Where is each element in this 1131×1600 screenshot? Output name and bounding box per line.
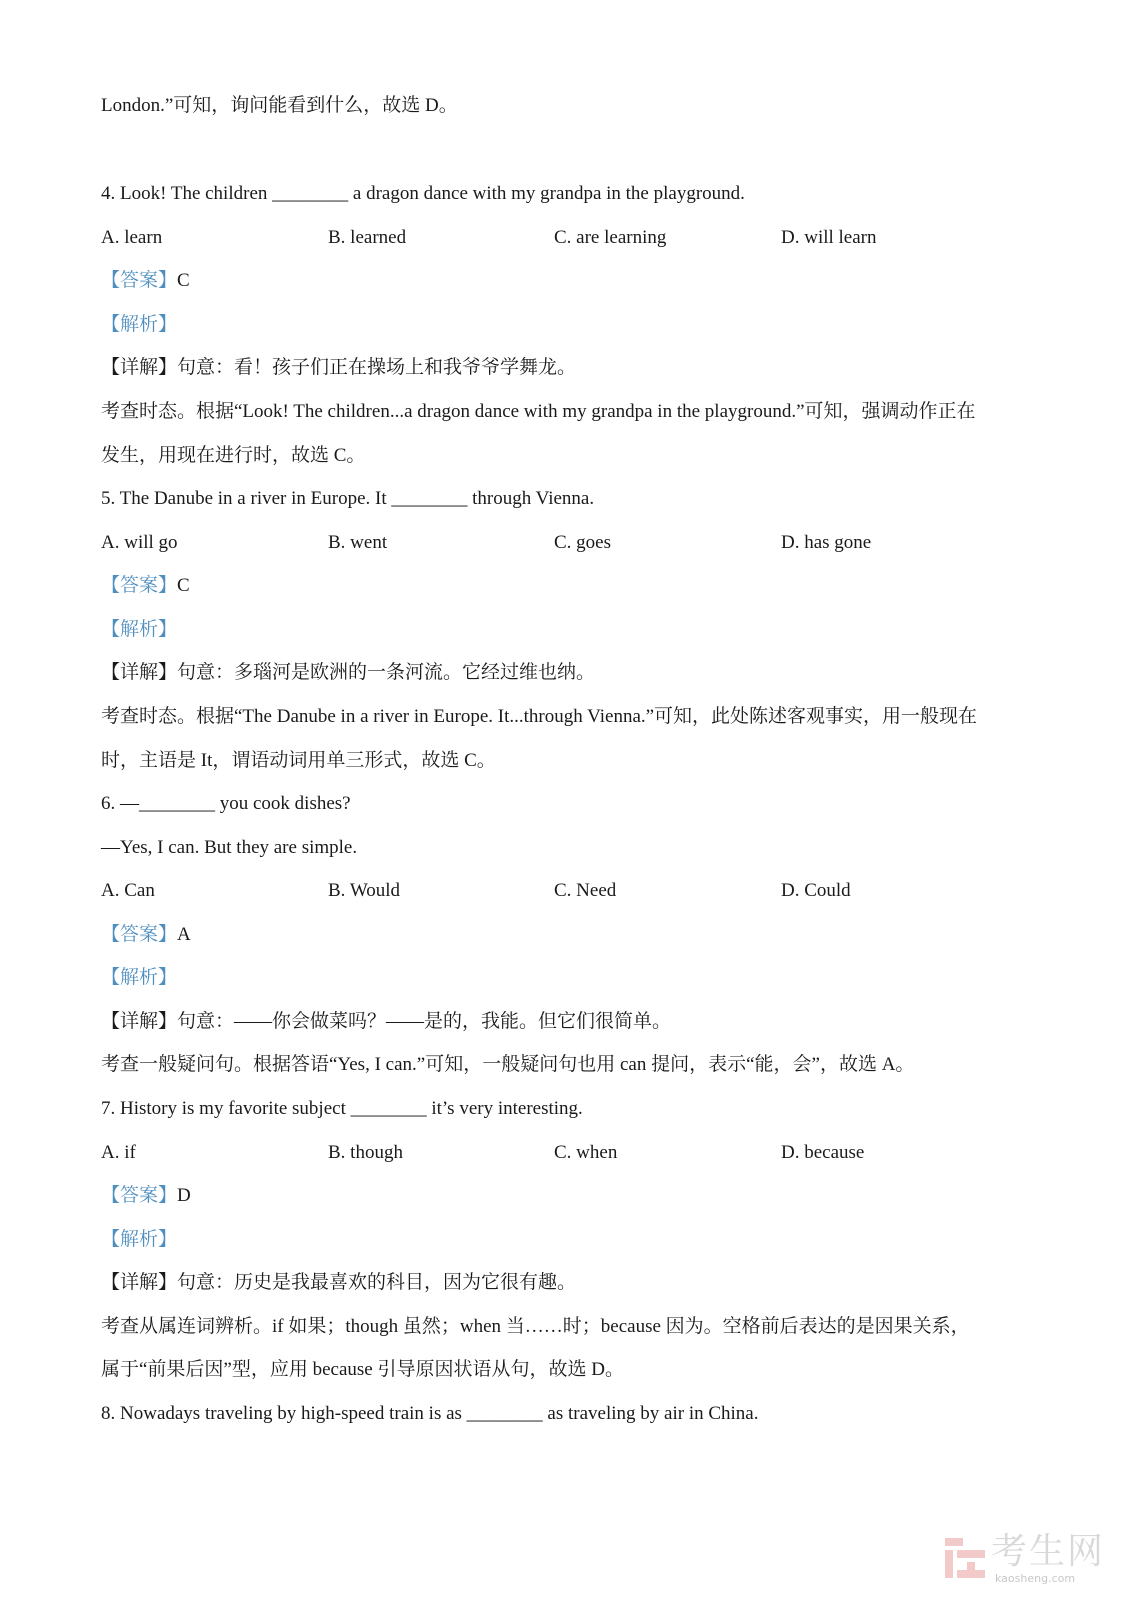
question-5-explanation-line-2: 时，主语是 It，谓语动词用单三形式，故选 C。	[101, 750, 496, 771]
question-6-answer	[101, 923, 191, 947]
question-5-explanation-line-1: 考查时态。根据“The Danube in a river in Europe. It...through Vienna.”可知，此处陈述客观事实，用一般现在	[101, 706, 978, 727]
question-5-option-c: C. goes	[554, 532, 611, 553]
answer-tag: 【答案】	[101, 575, 178, 596]
question-4-explanation-line-1: 考查时态。根据“Look! The children...a dragon dance with my grandpa in the playground.”可知，强调动作正在	[101, 401, 976, 422]
question-8-stem: 8. Nowadays traveling by high-speed train is as ________ as traveling by air in China.	[101, 1403, 759, 1424]
answer-tag: 【答案】	[101, 270, 178, 291]
answer-value: D	[177, 1185, 191, 1206]
kaosheng-logo-icon	[943, 1536, 987, 1580]
question-5-analysis-tag: 【解析】	[101, 619, 178, 640]
watermark-name: 考生网	[991, 1531, 1106, 1572]
question-6-option-b: B. Would	[328, 880, 401, 901]
question-6-reply: —Yes, I can. But they are simple.	[101, 837, 358, 858]
previous-explanation-end: London.”可知，询问能看到什么，故选 D。	[101, 95, 458, 116]
question-5-detail: 【详解】句意：多瑙河是欧洲的一条河流。它经过维也纳。	[101, 662, 596, 683]
watermark-url: kaosheng.com	[995, 1572, 1076, 1585]
answer-value: C	[177, 575, 190, 596]
site-watermark	[943, 1530, 1113, 1590]
question-7-explanation-line-1: 考查从属连词辨析。if 如果；though 虽然；when 当……时；because 因为。空格前后表达的是因果关系，	[101, 1316, 970, 1337]
question-7-analysis-tag: 【解析】	[101, 1229, 178, 1250]
question-6-option-a: A. Can	[101, 880, 155, 901]
question-7-answer	[101, 1184, 191, 1208]
question-7-detail: 【详解】句意：历史是我最喜欢的科目，因为它很有趣。	[101, 1272, 577, 1293]
question-5-answer	[101, 574, 190, 598]
question-4-analysis-tag: 【解析】	[101, 314, 178, 335]
question-4-answer	[101, 269, 190, 293]
answer-tag: 【答案】	[101, 1185, 178, 1206]
question-4-explanation-line-2: 发生，用现在进行时，故选 C。	[101, 445, 366, 466]
answer-value: C	[177, 270, 190, 291]
question-5-option-a: A. will go	[101, 532, 178, 553]
question-6-detail: 【详解】句意：——你会做菜吗？——是的，我能。但它们很简单。	[101, 1011, 672, 1032]
question-4-option-b: B. learned	[328, 227, 407, 248]
question-4-option-d: D. will learn	[781, 227, 877, 248]
question-6-analysis-tag: 【解析】	[101, 967, 178, 988]
question-6-explanation-line-1: 考查一般疑问句。根据答语“Yes, I can.”可知，一般疑问句也用 can 提问，表示“能，会”，故选 A。	[101, 1054, 915, 1075]
question-7-stem: 7. History is my favorite subject ________ it’s very interesting.	[101, 1098, 583, 1119]
question-4-stem: 4. Look! The children ________ a dragon dance with my grandpa in the playground.	[101, 183, 745, 204]
question-6-option-c: C. Need	[554, 880, 617, 901]
question-7-option-b: B. though	[328, 1142, 403, 1163]
question-4-detail: 【详解】句意：看！孩子们正在操场上和我爷爷学舞龙。	[101, 357, 577, 378]
question-4-option-c: C. are learning	[554, 227, 667, 248]
question-5-option-d: D. has gone	[781, 532, 872, 553]
question-5-stem: 5. The Danube in a river in Europe. It ________ through Vienna.	[101, 488, 595, 509]
answer-tag: 【答案】	[101, 924, 178, 945]
question-7-explanation-line-2: 属于“前果后因”型，应用 because 引导原因状语从句，故选 D。	[101, 1359, 624, 1380]
question-5-option-b: B. went	[328, 532, 388, 553]
question-7-option-d: D. because	[781, 1142, 865, 1163]
question-6-stem: 6. —________ you cook dishes?	[101, 793, 351, 814]
question-6-option-d: D. Could	[781, 880, 851, 901]
question-4-option-a: A. learn	[101, 227, 163, 248]
question-7-option-a: A. if	[101, 1142, 136, 1163]
question-7-option-c: C. when	[554, 1142, 618, 1163]
answer-value: A	[177, 924, 191, 945]
